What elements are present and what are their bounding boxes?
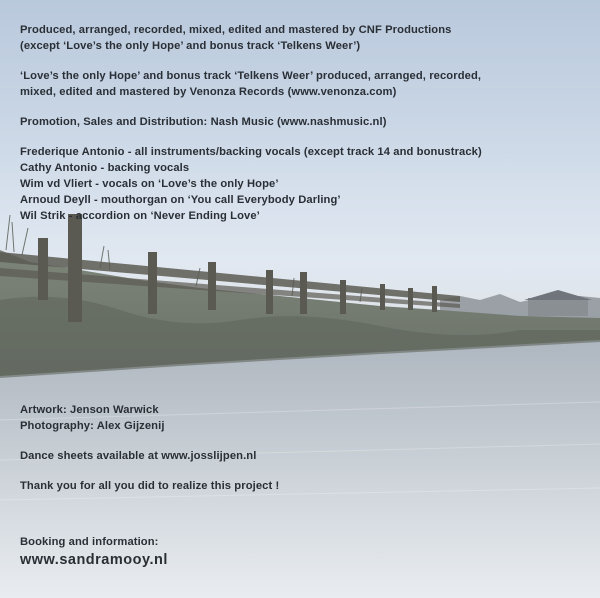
thanks-line: Thank you for all you did to realize this project ! (20, 480, 280, 492)
venonza-line-2: mixed, edited and mastered by Venonza Records (www.venonza.com) (20, 86, 397, 98)
musician-credit: Wil Strik - accordion on ‘Never Ending Love’ (20, 210, 260, 222)
musician-credit: Frederique Antonio - all instruments/backing vocals (except track 14 and bonustrack) (20, 146, 482, 158)
production-credits (20, 22, 482, 224)
dance-sheets-line: Dance sheets available at www.josslijpen.nl (20, 450, 257, 462)
musician-credit: Arnoud Deyll - mouthorgan on ‘You call Everybody Darling’ (20, 194, 341, 206)
photography-line: Photography: Alex Gijzenij (20, 420, 165, 432)
production-line-1: Produced, arranged, recorded, mixed, edited and mastered by CNF Productions (20, 24, 452, 36)
venonza-line-1: ‘Love’s the only Hope’ and bonus track ‘Telkens Weer’ produced, arranged, recorded, (20, 70, 482, 82)
promotion-line: Promotion, Sales and Distribution: Nash Music (www.nashmusic.nl) (20, 116, 387, 128)
artwork-credits (20, 402, 279, 570)
booking-url: www.sandramooy.nl (20, 552, 168, 568)
musician-credit: Wim vd Vliert - vocals on ‘Love’s the only Hope’ (20, 178, 279, 190)
production-line-2: (except ‘Love’s the only Hope’ and bonus track ‘Telkens Weer’) (20, 40, 361, 52)
artwork-line: Artwork: Jenson Warwick (20, 404, 159, 416)
musician-credit: Cathy Antonio - backing vocals (20, 162, 190, 174)
farm-building (528, 298, 588, 316)
booking-label: Booking and information: (20, 536, 159, 548)
